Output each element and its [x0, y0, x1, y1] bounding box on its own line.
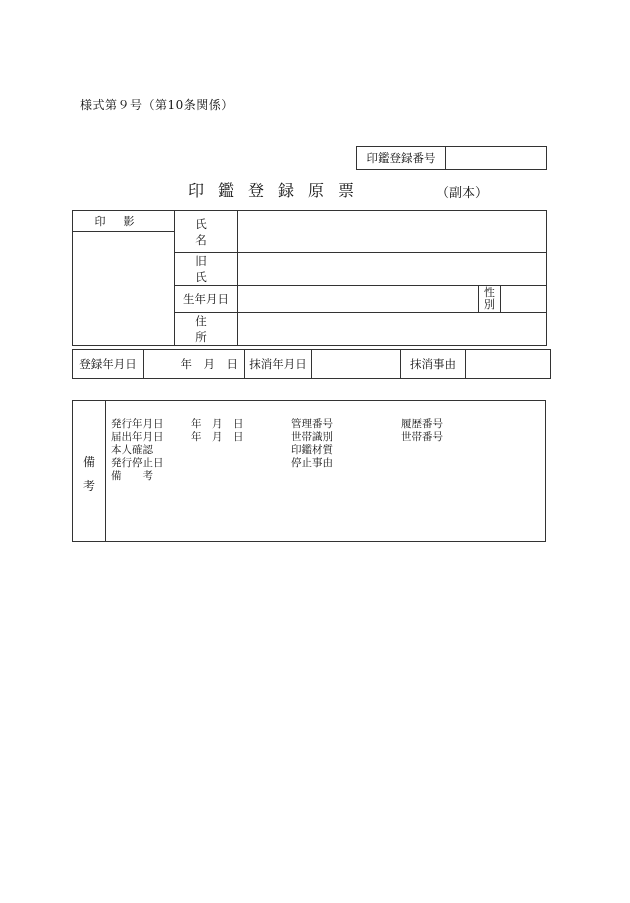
registration-date-empty	[144, 350, 169, 379]
birth-date-label: 生年月日	[175, 286, 238, 313]
identity-confirmation-label: 本人確認	[111, 444, 153, 456]
address-field[interactable]	[238, 313, 547, 346]
name-field[interactable]	[238, 211, 547, 253]
issue-date-label: 発行年月日	[111, 418, 164, 430]
former-surname-field[interactable]	[238, 253, 547, 286]
remarks-label	[73, 401, 106, 541]
cancellation-reason-field[interactable]	[466, 350, 551, 379]
management-number-label: 管理番号	[291, 418, 333, 430]
remarks-label-2: 考	[83, 479, 96, 493]
name-label: 氏 名	[175, 211, 238, 253]
notification-date-value[interactable]: 年 月 日	[191, 431, 244, 443]
seal-registration-table	[72, 210, 547, 346]
form-title: 印鑑登録原票	[188, 181, 369, 200]
registration-date-field[interactable]: 年 月 日	[168, 350, 245, 379]
household-number-label: 世帯番号	[401, 431, 443, 443]
registration-date-label: 登録年月日	[73, 350, 144, 379]
former-surname-label: 旧 氏	[175, 253, 238, 286]
remarks-label-1: 備	[83, 455, 96, 469]
suspension-reason-label: 停止事由	[291, 457, 333, 469]
birth-date-field[interactable]	[238, 286, 479, 313]
cancellation-date-field[interactable]	[312, 350, 401, 379]
seal-material-label: 印鑑材質	[291, 444, 333, 456]
copy-mark: （副本）	[436, 186, 489, 201]
seal-impression-header: 印影	[73, 211, 175, 232]
registration-dates-table	[72, 349, 551, 379]
cancellation-date-label: 抹消年月日	[245, 350, 312, 379]
registration-number-field[interactable]	[446, 147, 547, 170]
address-label: 住 所	[175, 313, 238, 346]
sex-label: 性別	[479, 286, 500, 313]
history-number-label: 履歴番号	[401, 418, 443, 430]
registration-number-label: 印鑑登録番号	[357, 147, 446, 170]
seal-impression-area	[73, 232, 175, 346]
suspension-date-label: 発行停止日	[111, 457, 164, 469]
cancellation-reason-label: 抹消事由	[401, 350, 466, 379]
household-id-label: 世帯識別	[291, 431, 333, 443]
remarks-box	[72, 400, 546, 542]
issue-date-value[interactable]: 年 月 日	[191, 418, 244, 430]
form-reference: 様式第９号（第10条関係）	[80, 98, 234, 112]
remarks-text-label: 備 考	[111, 470, 153, 482]
notification-date-label: 届出年月日	[111, 431, 164, 443]
registration-number-box	[356, 146, 547, 170]
sex-field[interactable]	[500, 286, 546, 313]
